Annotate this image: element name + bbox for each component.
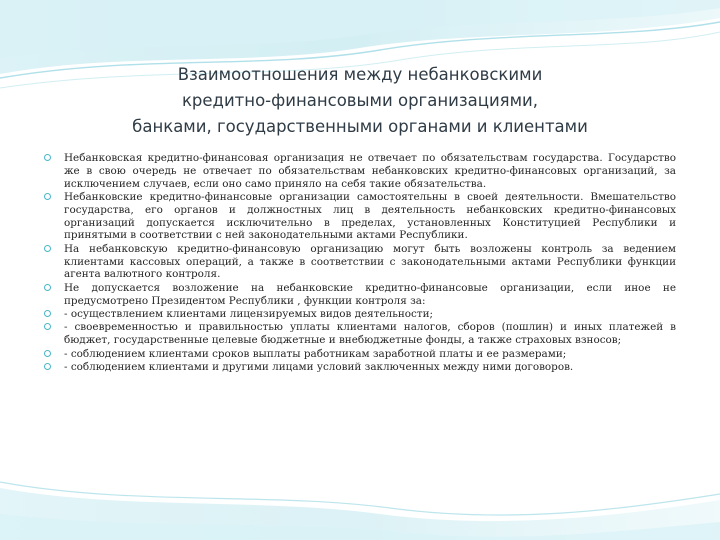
bullet-list: [44, 152, 676, 374]
list-item-text: Небанковская кредитно-финансовая организация не отвечает по обязательствам государства. Государство же в свою очередь не отвечает по обязательствам небанковских кредитно-финансовых организаций, за исключением случаев, если оно само приняло на себя такие обязательства.: [64, 152, 676, 190]
list-item-text: - осуществлением клиентами лицензируемых видов деятельности;: [64, 307, 434, 320]
list-item-text: Небанковские кредитно-финансовые организации самостоятельны в своей деятельности. Вмешательство государства, его органов и должностных лиц в деятельность небанковских кредитно-финансовых организаций допускается исключительно в пределах, установленных Конституцией Республики и принятыми в соответствии с ней законодательными актами Республики.: [64, 190, 676, 242]
list-item-text: Не допускается возложение на небанковские кредитно-финансовые организации, если иное не предусмотрено Президентом Республики , функции контроля за:: [64, 281, 676, 307]
list-item: [44, 321, 676, 347]
list-item: [44, 243, 676, 281]
list-item: [44, 348, 676, 361]
list-item: [44, 191, 676, 242]
hollow-circle-bullet-icon: [44, 363, 51, 370]
hollow-circle-bullet-icon: [44, 323, 51, 330]
list-item-text: - соблюдением клиентами сроков выплаты работникам заработной платы и ее размерами;: [64, 347, 567, 360]
list-item: [44, 308, 676, 321]
list-item-text: - соблюдением клиентами и другими лицами условий заключенных между ними договоров.: [64, 360, 574, 373]
list-item: [44, 152, 676, 190]
list-item: [44, 282, 676, 308]
title-line: кредитно-финансовыми организациями,: [181, 91, 539, 110]
hollow-circle-bullet-icon: [44, 193, 51, 200]
slide-title: [60, 62, 660, 140]
hollow-circle-bullet-icon: [44, 284, 51, 291]
list-item: [44, 361, 676, 374]
hollow-circle-bullet-icon: [44, 310, 51, 317]
title-line: Взаимоотношения между небанковскими: [177, 65, 543, 84]
hollow-circle-bullet-icon: [44, 245, 51, 252]
hollow-circle-bullet-icon: [44, 154, 51, 161]
hollow-circle-bullet-icon: [44, 350, 51, 357]
title-line: банками, государственными органами и клиентами: [132, 117, 588, 136]
list-item-text: - своевременностью и правильностью уплаты клиентами налогов, сборов (пошлин) и иных платежей в бюджет, государственные целевые бюджетные и внебюджетные фонды, а также страховых взносов;: [64, 321, 676, 347]
list-item-text: На небанковскую кредитно-финансовую организацию могут быть возложены контроль за ведением клиентами кассовых операций, а также в соответствии с законодательными актами Республики функции агента валютного контроля.: [64, 242, 676, 281]
